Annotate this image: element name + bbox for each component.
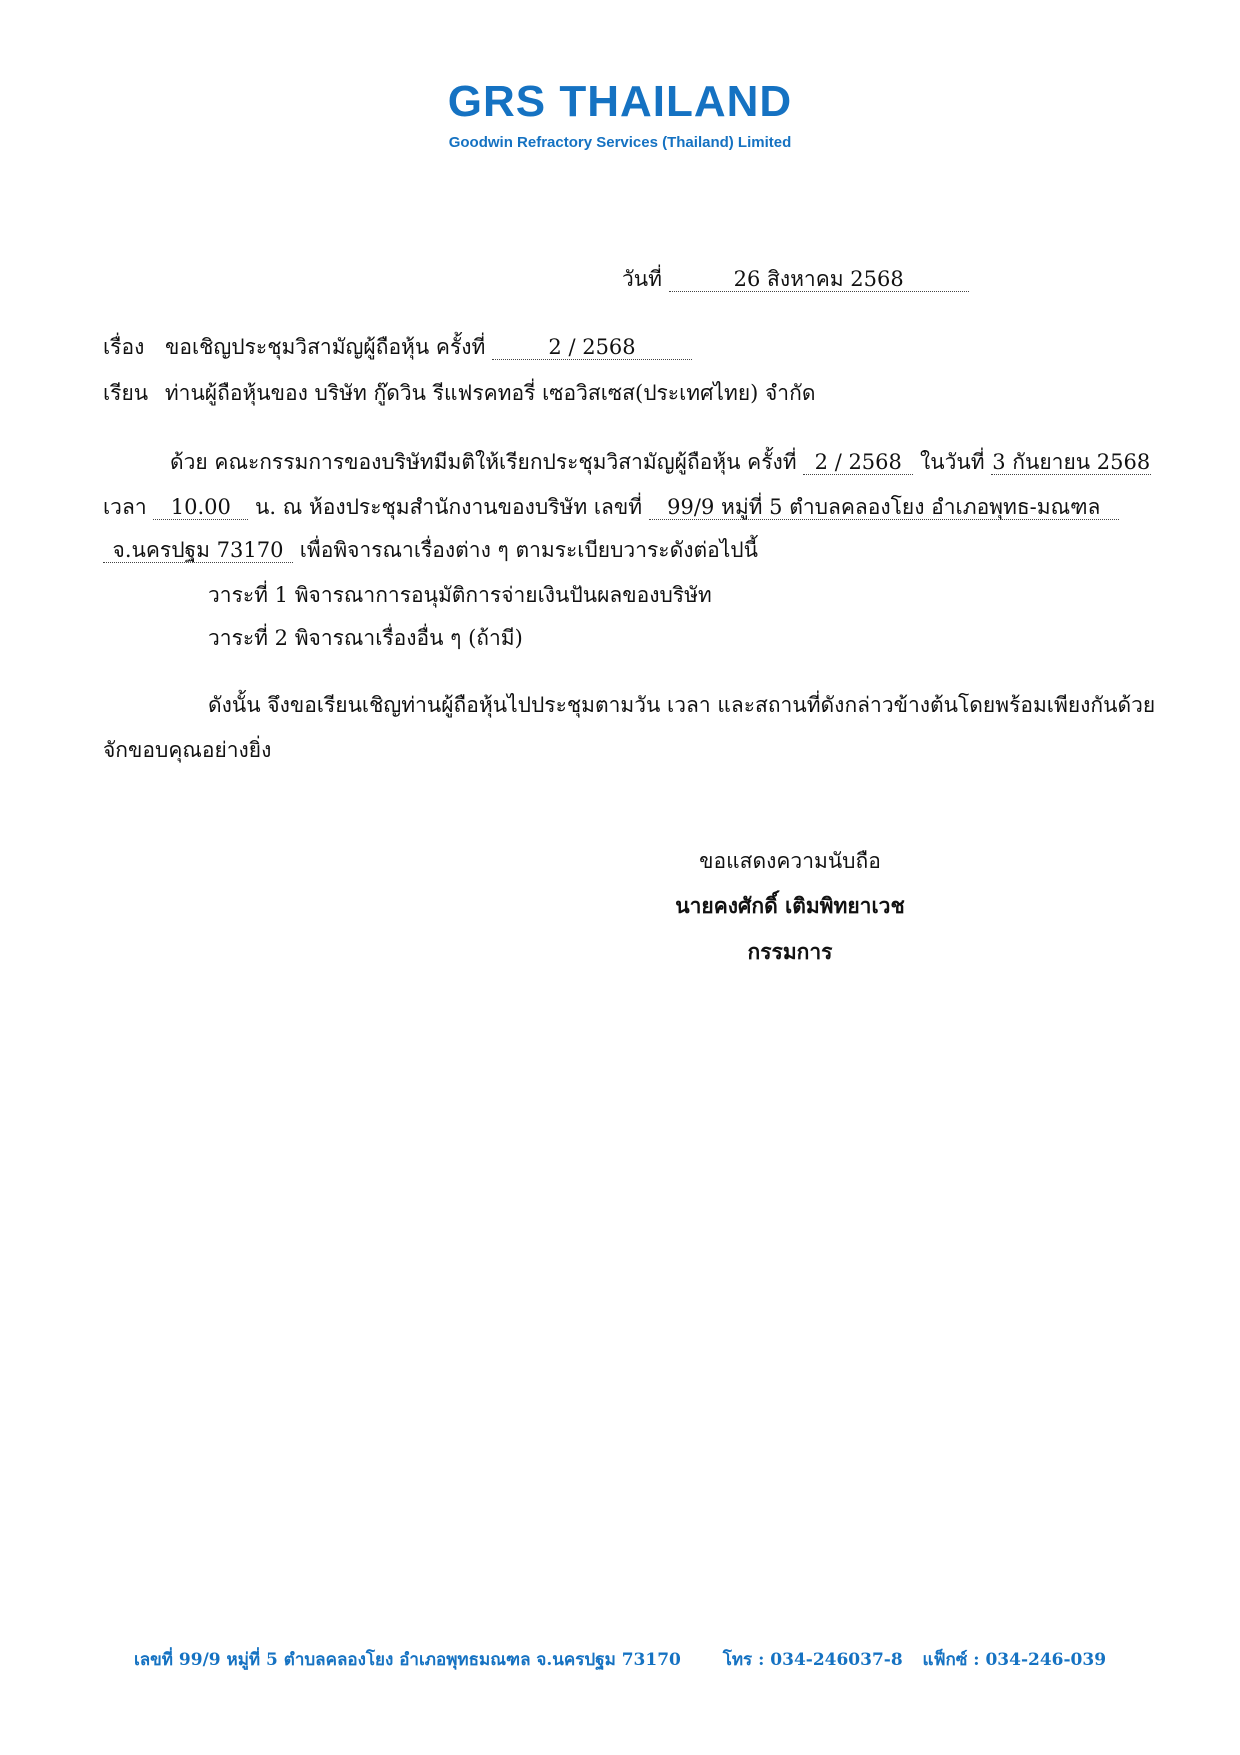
footer-fax: แฟ็กซ์ : 034-246-039 (922, 1650, 1107, 1670)
meeting-date: 3 กันยายน 2568 (992, 450, 1151, 474)
body-text-4: เพื่อพิจารณาเรื่องต่าง ๆ ตามระเบียบวาระดังต่อไปนี้ (299, 538, 758, 562)
body-line-2 (103, 492, 1119, 522)
signatory-title: กรรมการ (747, 939, 833, 964)
salutation-label: เรียน (103, 381, 149, 405)
subject-number: 2 / 2568 (492, 335, 692, 360)
date-label: วันที่ (622, 267, 662, 291)
date-line (622, 264, 969, 294)
subject-line (103, 332, 692, 362)
closing-paragraph-line-1: ดังนั้น จึงขอเรียนเชิญท่านผู้ถือหุ้นไปประชุมตามวัน เวลา และสถานที่ดังกล่าวข้างต้นโดยพร้อมเพียงกันด้วย (208, 693, 1156, 717)
signatory-name: นายคงศักดิ์ เติมพิทยาเวช (675, 893, 905, 918)
body-line-3 (103, 535, 758, 565)
salutation-line (103, 378, 815, 408)
closing-paragraph-line-2: จักขอบคุณอย่างยิ่ง (103, 738, 272, 762)
company-full-name: Goodwin Refractory Services (Thailand) Limited (448, 134, 792, 151)
meeting-time: 10.00 (153, 495, 248, 520)
salutation-text: ท่านผู้ถือหุ้นของ บริษัท กู๊ดวิน รีแฟรคทอรี่ เซอวิสเซส(ประเทศไทย) จำกัด (164, 381, 816, 405)
footer-phone: โทร : 034-246037-8 (722, 1650, 903, 1670)
date-value: 26 สิงหาคม 2568 (669, 267, 969, 292)
body-text-2: ในวันที่ (919, 450, 985, 474)
signature-closing: ขอแสดงความนับถือ (699, 849, 881, 873)
agenda-item-1: วาระที่ 1 พิจารณาการอนุมัติการจ่ายเงินปันผลของบริษัท (208, 583, 712, 607)
agenda-item-2: วาระที่ 2 พิจารณาเรื่องอื่น ๆ (ถ้ามี) (208, 626, 523, 650)
subject-text: ขอเชิญประชุมวิสามัญผู้ถือหุ้น ครั้งที่ (165, 335, 486, 359)
footer-contact (0, 1648, 1240, 1672)
body-text-3: น. ณ ห้องประชุมสำนักงานของบริษัท เลขที่ (255, 495, 643, 519)
time-label: เวลา (103, 495, 147, 519)
meeting-address: 99/9 หมู่ที่ 5 ตำบลคลองโยง อำเภอพุทธ-มณฑล (649, 495, 1119, 520)
body-line-1 (170, 447, 1151, 477)
company-logo-title: GRS THAILAND (447, 77, 793, 126)
meeting-province: จ.นครปฐม 73170 (103, 538, 293, 563)
subject-label: เรื่อง (103, 335, 145, 359)
meeting-number: 2 / 2568 (803, 450, 913, 475)
footer-address: เลขที่ 99/9 หมู่ที่ 5 ตำบลคลองโยง อำเภอพุทธมณฑล จ.นครปฐม 73170 (133, 1650, 681, 1670)
body-text-1: ด้วย คณะกรรมการของบริษัทมีมติให้เรียกประชุมวิสามัญผู้ถือหุ้น ครั้งที่ (170, 450, 797, 474)
